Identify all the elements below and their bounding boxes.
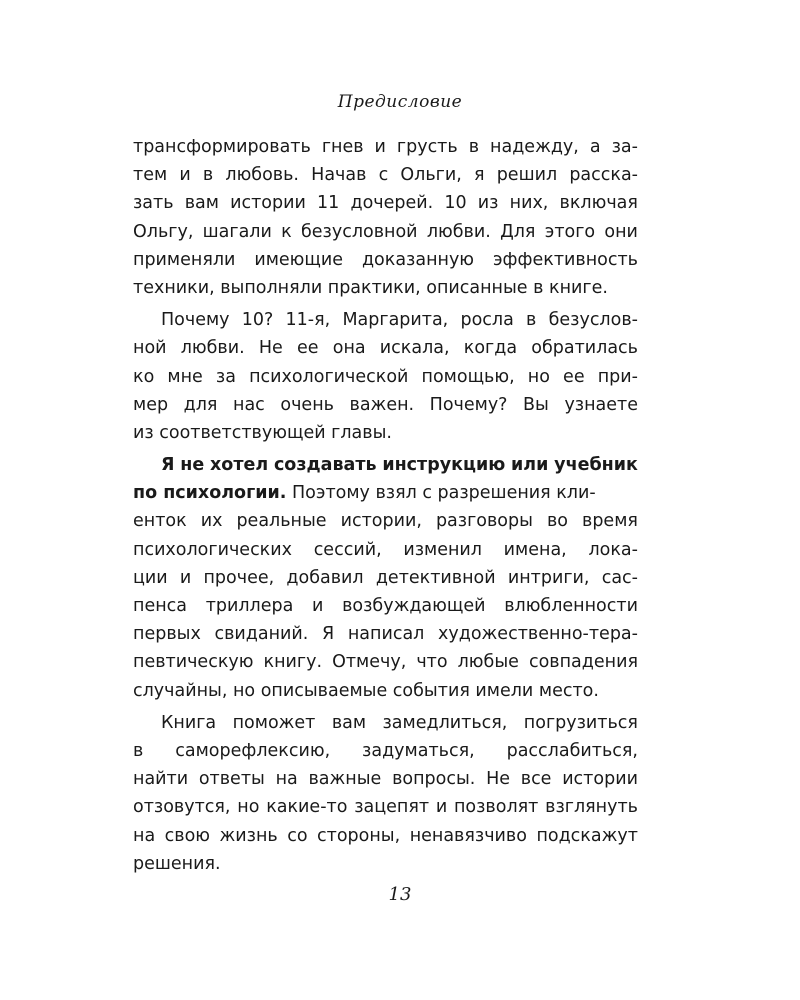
word: все <box>520 769 552 790</box>
word: поможет <box>232 712 316 733</box>
word: замедлиться, <box>382 712 508 733</box>
word: я <box>473 165 485 186</box>
word: не <box>180 455 205 476</box>
word: возбуждающей <box>342 596 486 616</box>
word: сессий, <box>313 539 382 560</box>
word: погрузиться <box>523 712 638 733</box>
text-line <box>133 479 638 507</box>
word: помощью, <box>421 366 515 387</box>
word: Почему? <box>429 394 508 415</box>
text-line <box>133 334 638 362</box>
word: Вы <box>523 394 549 415</box>
word: шагали <box>202 221 272 242</box>
word: реальные <box>236 511 327 532</box>
word: пенса <box>133 596 187 616</box>
text-line <box>133 363 638 391</box>
word: доказанную <box>361 249 475 270</box>
word: 10? <box>241 310 274 331</box>
word: Я <box>322 624 335 645</box>
word: к <box>281 221 292 242</box>
word: надежду, <box>490 137 579 157</box>
word: с <box>378 165 389 186</box>
word: прочее, <box>203 567 275 588</box>
word: этого <box>544 221 596 242</box>
word: Начав <box>311 165 367 186</box>
word: истории <box>562 769 638 790</box>
word: имена, <box>503 539 567 560</box>
word: разговоры <box>435 511 533 532</box>
word: применяли <box>133 249 236 270</box>
word: какие-то <box>266 797 348 818</box>
text-line <box>133 592 638 620</box>
text-line <box>133 709 638 737</box>
word: первых <box>133 624 201 645</box>
word: безуслов- <box>548 310 638 331</box>
word: них, <box>509 193 549 214</box>
text-line <box>133 564 638 592</box>
word: она <box>332 338 366 359</box>
word: интриги, <box>507 567 590 588</box>
word: ной <box>133 338 167 359</box>
word: книгу. <box>263 652 323 673</box>
word: 11-я, <box>285 310 331 331</box>
word: вам <box>184 193 219 214</box>
word: узнаете <box>564 394 638 415</box>
word: найти <box>133 769 189 790</box>
text-line <box>133 620 638 648</box>
text-line-bold <box>133 451 638 479</box>
text-line <box>133 536 638 564</box>
word: художественно-тера- <box>438 624 638 645</box>
word: любви. <box>180 338 245 359</box>
word: во <box>546 511 568 532</box>
word: добавил <box>286 567 364 588</box>
word: их <box>200 511 223 532</box>
word: расска- <box>569 165 638 186</box>
word: саморефлексию, <box>175 740 331 761</box>
word: вопросы. <box>392 769 476 790</box>
word: дочерей. <box>350 193 434 214</box>
word: на <box>133 825 156 846</box>
word: триллера <box>205 596 294 616</box>
word: при- <box>597 366 638 387</box>
text-line <box>133 189 638 217</box>
word: но <box>237 797 260 818</box>
word: а <box>589 137 601 157</box>
word: Для <box>500 221 536 242</box>
text-line <box>133 822 638 850</box>
word: за- <box>611 137 638 157</box>
word: и <box>374 137 386 157</box>
text-line: техники, выполняли практики, описанные в книге. <box>133 277 608 298</box>
bold-phrase: по психологии. <box>133 483 287 504</box>
word: отзовутся, <box>133 797 231 818</box>
word: совпадения <box>528 652 638 673</box>
word: детективной <box>375 567 496 588</box>
word: имеющие <box>254 249 344 270</box>
word: Маргарита, <box>342 310 449 331</box>
body-text <box>133 133 638 878</box>
word: что <box>416 652 448 673</box>
word: психологических <box>133 539 292 560</box>
word: Книга <box>161 712 217 733</box>
word: грусть <box>396 137 458 157</box>
text-line <box>133 648 638 676</box>
word: ко <box>133 366 155 387</box>
word: в <box>133 740 144 761</box>
word: для <box>183 394 218 415</box>
word: включая <box>559 193 638 214</box>
word: позволят <box>453 797 539 818</box>
word: росла <box>460 310 514 331</box>
text-line <box>133 737 638 765</box>
text-line <box>133 391 638 419</box>
text-line <box>133 246 638 274</box>
word: когда <box>463 338 518 359</box>
word: за <box>215 366 236 387</box>
word: Не <box>486 769 511 790</box>
word: инструкцию <box>382 455 506 476</box>
word: зацепят <box>354 797 430 818</box>
word: и <box>312 596 324 616</box>
word: расслабиться, <box>506 740 638 761</box>
word: или <box>511 455 549 476</box>
text-line <box>133 765 638 793</box>
word: сас- <box>601 567 638 588</box>
word: хотел <box>210 455 269 476</box>
word: они <box>604 221 638 242</box>
word: ненавязчиво <box>409 825 527 846</box>
word: написал <box>347 624 425 645</box>
word: трансформировать <box>133 137 311 157</box>
word: задуматься, <box>362 740 475 761</box>
word: истории <box>230 193 306 214</box>
word: обратилась <box>531 338 638 359</box>
word: со <box>287 825 308 846</box>
word: стороны, <box>317 825 401 846</box>
running-header: Предисловие <box>337 92 463 112</box>
word: подскажут <box>536 825 638 846</box>
word: 11 <box>317 193 340 214</box>
word: на <box>275 769 298 790</box>
word: очень <box>280 394 334 415</box>
word: зать <box>133 193 174 214</box>
word: взглянуть <box>545 797 638 818</box>
word: учебник <box>554 455 638 476</box>
word: важные <box>308 769 382 790</box>
word: важен. <box>349 394 415 415</box>
word: в <box>526 310 537 331</box>
word: Отмечу, <box>332 652 407 673</box>
word: ее <box>297 338 319 359</box>
word: жизнь <box>219 825 278 846</box>
word: любые <box>457 652 519 673</box>
word: ции <box>133 567 168 588</box>
text-line: решения. <box>133 853 221 874</box>
word: безусловной <box>300 221 418 242</box>
word: влюбленности <box>504 596 638 616</box>
word: ответы <box>198 769 265 790</box>
word: и <box>435 797 448 818</box>
word: но <box>527 366 550 387</box>
word: нас <box>233 394 265 415</box>
word: свою <box>164 825 211 846</box>
word: решил <box>496 165 558 186</box>
word: енток <box>133 511 187 532</box>
word: эффективность <box>492 249 638 270</box>
word: Ольги, <box>400 165 462 186</box>
text-line <box>133 218 638 246</box>
word: любви. <box>426 221 491 242</box>
text-line <box>133 306 638 334</box>
word: мер <box>133 394 169 415</box>
word: свиданий. <box>214 624 309 645</box>
word: Я <box>161 455 175 476</box>
word: ее <box>563 366 585 387</box>
word: искала, <box>379 338 450 359</box>
text-fragment: Поэтому взял с разрешения кли- <box>286 483 596 504</box>
word: и <box>179 165 191 186</box>
word: мне <box>167 366 203 387</box>
word: из <box>477 193 499 214</box>
word: певтическую <box>133 652 254 673</box>
word: в <box>468 137 480 157</box>
word: тем <box>133 165 168 186</box>
word: гнев <box>321 137 364 157</box>
word: создавать <box>273 455 377 476</box>
text-line <box>133 507 638 535</box>
word: истории, <box>340 511 422 532</box>
word: Не <box>258 338 283 359</box>
word: вам <box>331 712 367 733</box>
page-number: 13 <box>388 884 412 905</box>
word: в <box>202 165 214 186</box>
word: Ольгу, <box>133 221 194 242</box>
word: любовь. <box>225 165 299 186</box>
text-line: из соответствующей главы. <box>133 422 392 443</box>
text-line: случайны, но описываемые события имели место. <box>133 680 599 701</box>
word: психологической <box>249 366 409 387</box>
text-line <box>133 133 638 161</box>
text-line <box>133 161 638 189</box>
word: время <box>582 511 638 532</box>
word: Почему <box>161 310 230 331</box>
word: 10 <box>444 193 467 214</box>
text-line <box>133 793 638 821</box>
word: изменил <box>403 539 482 560</box>
word: и <box>179 567 192 588</box>
word: лока- <box>588 539 638 560</box>
